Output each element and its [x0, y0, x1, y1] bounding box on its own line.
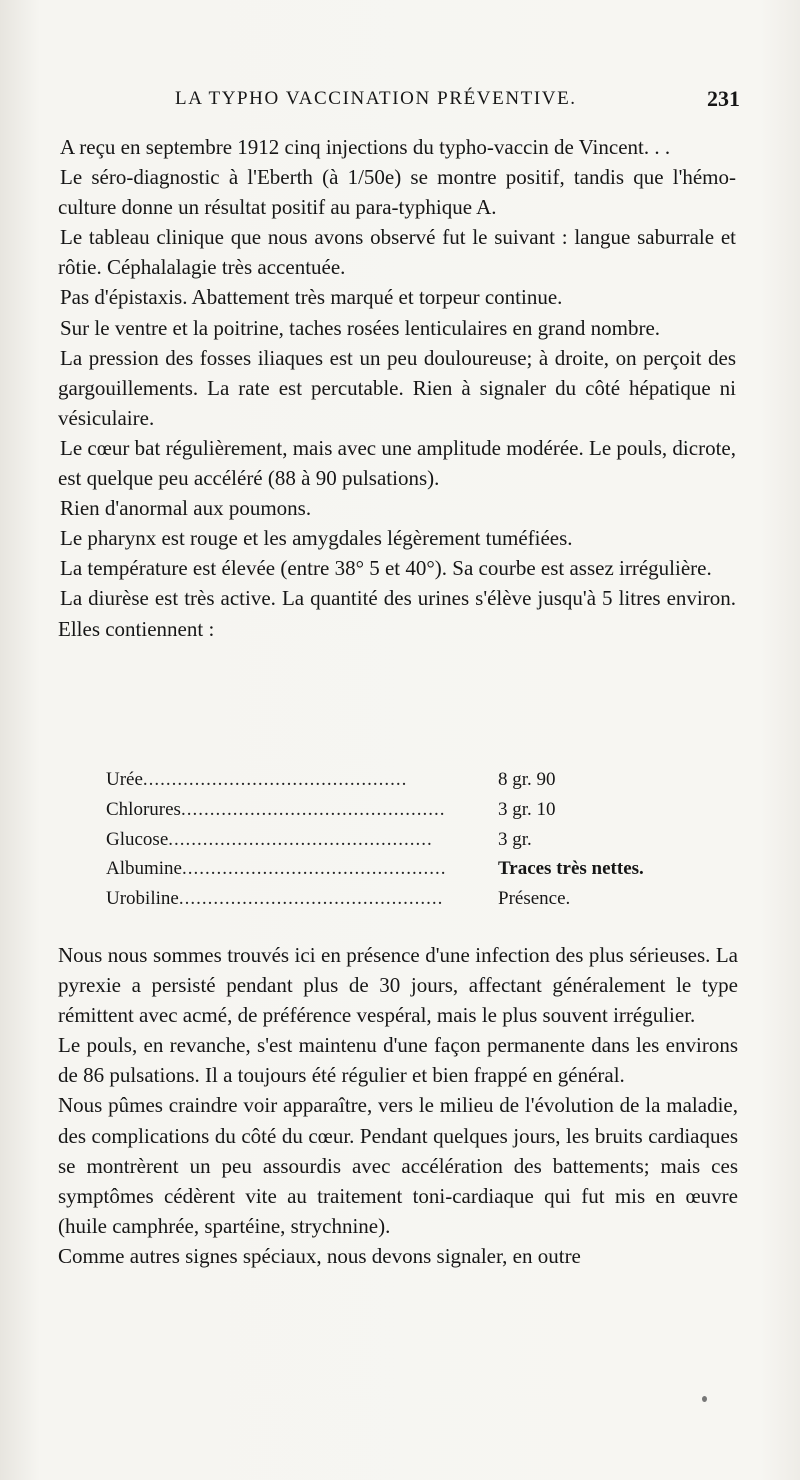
analysis-label: Glucose [106, 828, 169, 850]
analysis-label: Albumine [106, 858, 182, 880]
paragraph: Nous pûmes craindre voir apparaître, vers le milieu de l'évolution de la maladie, des complications du côté du cœur. Pendant quelques jours, les bruits cardiaques se montrèrent un peu assourdis avec accélération des battements; mais ces symptômes cédèrent vite au traitement toni-cardiaque qui fut mis en œuvre (huile camphrée, spartéine, strychnine). [58, 1093, 738, 1238]
analysis-value: Présence. [498, 888, 571, 910]
paragraph: La diurèse est très active. La quantité des urines s'élève jusqu'à 5 litres environ. Elles contiennent : [58, 586, 736, 641]
paragraph: Le séro-diagnostic à l'Eberth (à 1/50e) se montre positif, tandis que l'hémo-culture donne un résultat positif au para-typhique A. [58, 165, 736, 220]
paragraph: Rien d'anormal aux poumons. [60, 496, 312, 521]
analysis-row: Urée.............................................. 8 gr. 90 [106, 765, 706, 795]
page-header [175, 88, 740, 118]
analysis-row: Chlorures.............................................. 3 gr. 10 [106, 795, 706, 825]
paragraph: A reçu en septembre 1912 cinq injections du typho-vaccin de Vincent. . . [60, 135, 671, 159]
paragraph: Pas d'épistaxis. Abattement très marqué et torpeur continue. [60, 285, 563, 310]
analysis-value: Traces très nettes. [498, 858, 644, 880]
ink-speck [702, 1396, 707, 1402]
paragraph: La température est élevée (entre 38° 5 et 40°). Sa courbe est assez irrégulière. [60, 556, 712, 581]
paragraph: Sur le ventre et la poitrine, taches rosées lenticulaires en grand nombre. [60, 315, 661, 340]
paragraph: La pression des fosses iliaques est un peu douloureuse; à droite, on perçoit des gargouillements. La rate est percutable. Rien à signaler du côté hépatique ni vésiculaire. [58, 345, 736, 430]
paragraph: Le cœur bat régulièrement, mais avec une amplitude modérée. Le pouls, dicrote, est quelque peu accéléré (88 à 90 pulsations). [58, 435, 736, 491]
paragraph: Nous nous sommes trouvés ici en présence d'une infection des plus sérieuses. La pyrexie a persisté pendant plus de 30 jours, affectant généralement le type rémittent avec acmé, de préférence vespéral, mais le plus souvent irrégulier. [58, 943, 738, 1028]
analysis-label: Urée [106, 769, 143, 790]
paragraph: Comme autres signes spéciaux, nous devons signaler, en outre [58, 1243, 581, 1268]
analysis-value: 3 gr. [498, 828, 532, 850]
urine-analysis-table [106, 765, 706, 914]
paragraph: Le pouls, en revanche, s'est maintenu d'une façon permanente dans les environs de 86 pulsations. Il a toujours été régulier et bien frappé en général. [58, 1033, 738, 1088]
body-text-bottom [58, 940, 738, 1271]
analysis-value: 3 gr. 10 [498, 798, 556, 820]
body-text-top [58, 132, 736, 644]
running-title: LA TYPHO VACCINATION PRÉVENTIVE. [175, 88, 577, 109]
paragraph: Le tableau clinique que nous avons observé fut le suivant : langue saburrale et rôtie. Céphalalagie très accentuée. [58, 225, 736, 280]
page-number: 231 [707, 86, 740, 111]
analysis-value: 8 gr. 90 [498, 769, 556, 790]
paragraph: Le pharynx est rouge et les amygdales légèrement tuméfiées. [60, 526, 573, 551]
analysis-row: Albumine.............................................. Traces très nettes. [106, 854, 706, 884]
analysis-label: Chlorures [106, 798, 181, 820]
analysis-label: Urobiline [106, 888, 179, 910]
analysis-row: Urobiline.............................................. Présence. [106, 884, 706, 914]
analysis-row: Glucose.............................................. 3 gr. [106, 825, 706, 855]
